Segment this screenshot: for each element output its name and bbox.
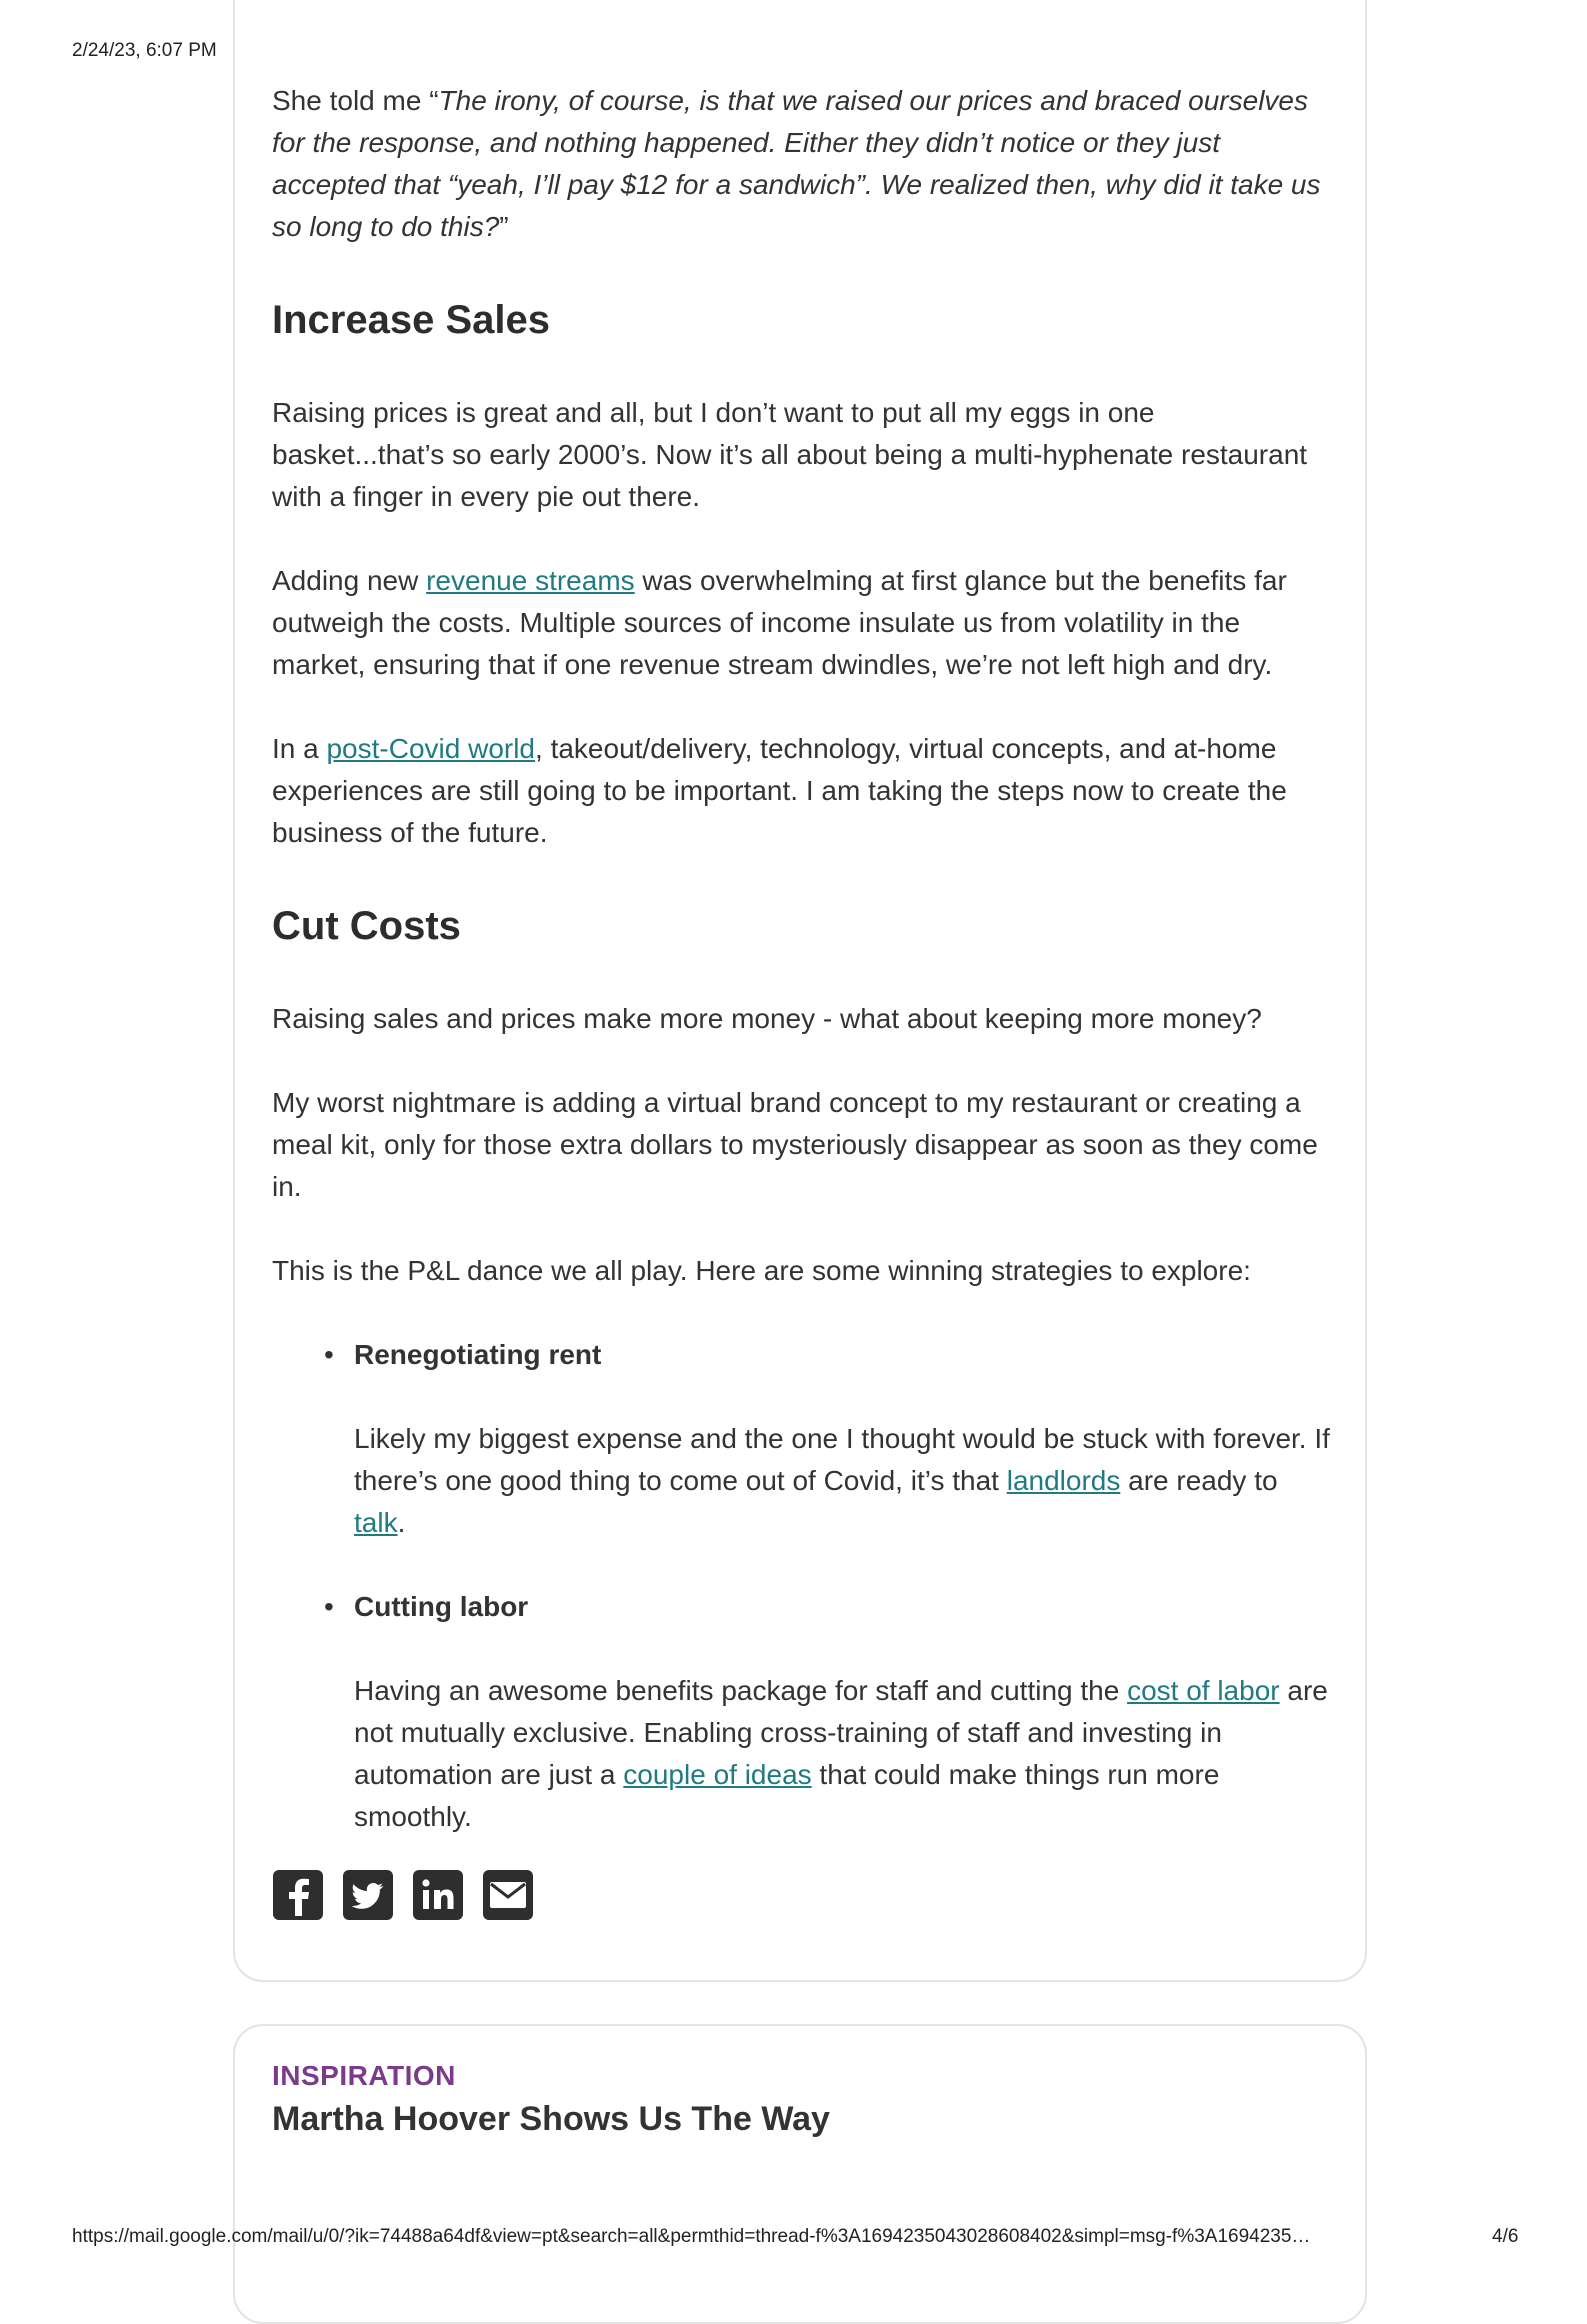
cut-costs-heading: Cut Costs [272,904,461,948]
couple-of-ideas-link[interactable]: couple of ideas [623,1759,812,1790]
page-number: 4/6 [1492,2226,1519,2247]
cost-of-labor-link[interactable]: cost of labor [1127,1675,1280,1706]
print-url: https://mail.google.com/mail/u/0/?ik=74488a64df&view=pt&search=all&permthid=thread-f%3A1694235043028608402&simpl=msg-f%3A1694235… [72,2226,1311,2247]
list-item-title: Renegotiating rent [354,1339,602,1370]
article-body [272,80,1332,1880]
text: Adding new [272,565,427,596]
post-covid-world-link[interactable]: post-Covid world [326,733,536,764]
text: Having an awesome benefits package for staff and cutting the [354,1675,1128,1706]
increase-sales-p3 [272,728,1332,854]
strategy-list [272,1334,1332,1838]
text: was overwhelming at first glance but the benefits far outweigh the costs. Multiple sources of income insulate us from volatility in the market, ensuring that if one revenue stream dwindles, we’re not left high and dry. [272,565,1287,680]
list-item [324,1586,1332,1838]
increase-sales-heading: Increase Sales [272,298,550,342]
bullet-icon: • [324,1339,334,1370]
text: are ready to [1120,1465,1278,1496]
cut-costs-p2: My worst nightmare is adding a virtual brand concept to my restaurant or creating a meal kit, only for those extra dollars to mysteriously disappear as soon as they come in. [272,1087,1318,1202]
quote-paragraph [272,80,1332,248]
list-item [324,1334,1332,1544]
section-label: INSPIRATION [272,2060,456,2091]
landlords-link[interactable]: landlords [1006,1465,1121,1496]
text: Likely my biggest expense and the one I thought would be stuck with forever. If there’s one good thing to come out of Covid, it’s that [354,1423,1330,1496]
twitter-icon[interactable] [343,1870,393,1920]
text: , takeout/delivery, technology, virtual concepts, and at-home experiences are still going to be important. I am taking the steps now to create the business of the future. [272,733,1287,848]
text: In a [272,733,327,764]
share-bar [273,1870,533,1920]
list-item-title: Cutting labor [354,1591,529,1622]
list-item-body [354,1418,1332,1544]
text: that could make things run more smoothly. [354,1759,1220,1832]
bullet-icon: • [324,1591,334,1622]
email-icon[interactable] [483,1870,533,1920]
quote-lead: She told me “ [272,85,439,116]
quote-end: ” [499,211,509,242]
talk-link[interactable]: talk [354,1507,398,1538]
revenue-streams-link[interactable]: revenue streams [426,565,635,596]
text: . [397,1507,406,1538]
increase-sales-p2 [272,560,1332,686]
cut-costs-p3: This is the P&L dance we all play. Here are some winning strategies to explore: [272,1255,1251,1286]
linkedin-icon[interactable] [413,1870,463,1920]
print-date: 2/24/23, 6:07 PM [72,40,217,61]
increase-sales-p1: Raising prices is great and all, but I don’t want to put all my eggs in one basket...that’s so early 2000’s. Now it’s all about being a multi-hyphenate restaurant with a finger in every pie out there. [272,397,1308,512]
text: are not mutually exclusive. Enabling cross-training of staff and investing in automation are just a [354,1675,1328,1790]
quote-text: The irony, of course, is that we raised our prices and braced ourselves for the response, and nothing happened. Either they didn’t notice or they just accepted that “yeah, I’ll pay $12 for a sandwich”. We realized then, why did it take us so long to do this? [272,85,1321,242]
cut-costs-p1: Raising sales and prices make more money - what about keeping more money? [272,1003,1262,1034]
next-article-title[interactable]: Martha Hoover Shows Us The Way [272,2100,830,2138]
list-item-body [354,1670,1332,1838]
facebook-icon[interactable] [273,1870,323,1920]
